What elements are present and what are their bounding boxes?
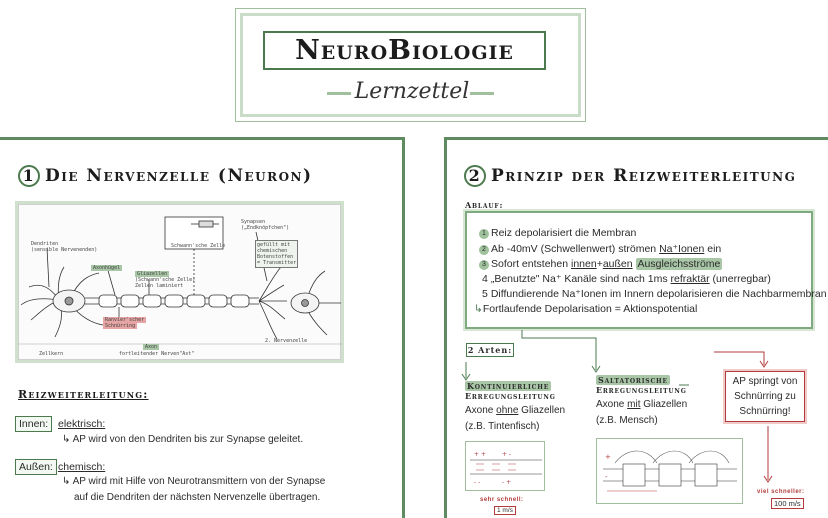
aussen-text-1: ↳ AP wird mit Hilfe von Neurotransmittern von der Synapse (62, 476, 326, 487)
section-2-title (464, 165, 796, 187)
label-schwann: Schwann'sche Zelle (171, 243, 226, 249)
label-dendriten-text: Dendriten (31, 241, 59, 247)
step-2 (479, 243, 721, 255)
label-axon-tag-text: Axon (145, 344, 158, 350)
step-3-plus: + (596, 258, 603, 270)
label-synapse-text: Synapsen (241, 219, 266, 225)
kont-text-1-post: Gliazellen (518, 405, 566, 416)
label-axonhuegel-text: Axonhügel (93, 265, 121, 271)
salt-text-1-post: Gliazellen (640, 399, 688, 410)
label-axon-tag (143, 344, 159, 350)
svg-text:- -: - - (474, 479, 481, 486)
step-4-underline: refraktär (670, 273, 710, 285)
step-5-number: 5 (482, 288, 488, 300)
label-gliazellen-text: Gliazellen (137, 271, 168, 277)
salt-title-2: Erregungsleitung (596, 385, 687, 395)
step-result-text: Fortlaufende Depolarisation = Aktionspotential (482, 303, 698, 315)
label-dendriten (31, 241, 97, 253)
sehr-schnell-label: sehr schnell: (480, 497, 524, 503)
step-result: ↳Fortlaufende Depolarisation = Aktionspotential (474, 303, 698, 315)
section-1-number: 1 (18, 165, 40, 187)
aussen-text-2: auf die Dendriten der nächsten Nervenzelle übertragen. (74, 492, 321, 503)
svg-text:- +: - + (502, 479, 512, 486)
step-4-text-end: (unerregbar) (709, 273, 771, 285)
step-2-underline: Na⁺Ionen (659, 243, 705, 255)
salt-graph (596, 438, 743, 504)
label-ranvier (103, 317, 146, 329)
label-transmitter-box (255, 240, 298, 268)
step-4-number: 4 (482, 273, 488, 285)
label-axonhuegel (91, 265, 122, 271)
viel-schneller-label: viel schneller: (757, 489, 805, 495)
salt-title (596, 375, 687, 395)
kont-text-1-u: ohne (496, 405, 519, 416)
label-gliazellen (135, 271, 195, 289)
section-2-title-text: Prinzip der Reizweiterleitung (491, 166, 797, 186)
arten-box: 2 Arten: (467, 345, 513, 355)
label-transmitter-1: gefüllt mit (257, 242, 291, 248)
label-transmitter-3: Botenstoffen (257, 254, 294, 260)
step-2-text: Ab -40mV (Schwellenwert) strömen (491, 243, 660, 255)
kont-title (465, 381, 556, 401)
kont-graph-svg (466, 442, 546, 492)
step-3-underline-2: außen (602, 258, 633, 270)
step-5 (479, 288, 827, 300)
kont-title-2: Erregungsleitung (465, 391, 556, 401)
step-4-text: „Benutzte" Na⁺ Kanäle sind nach 1ms (490, 273, 671, 285)
kont-text-2: (z.B. Tintenfisch) (465, 421, 540, 432)
salt-text-1-u: mit (627, 399, 641, 410)
svg-text:+: + (605, 453, 611, 461)
label-synapse (241, 219, 289, 231)
kont-graph (465, 441, 545, 491)
step-3-text: Sofort entstehen (491, 258, 571, 270)
step-5-text: Diffundierende Na⁺Ionen im Innern depolarisieren die Nachbarmembran (490, 288, 827, 300)
page-title: NeuroBiologie (263, 31, 546, 70)
kont-text-1 (465, 403, 565, 419)
innen-type: elektrisch: (58, 418, 106, 430)
salt-graph-svg (597, 439, 744, 505)
label-axon: fortleitender Nerven"Ast" (119, 351, 195, 357)
label-ranvier-text2: Schnürring (105, 323, 136, 329)
label-zellkern: Zellkern (39, 351, 64, 357)
step-1-text: Reiz depolarisiert die Membran (491, 227, 637, 239)
step-2-number: 2 (479, 245, 489, 255)
label-gliazellen-sub2: Zellen laminiert (135, 283, 184, 289)
reizweiterleitung-heading: Reizweiterleitung: (18, 388, 149, 401)
step-3 (479, 258, 722, 270)
salt-title-1: Saltatorische (598, 375, 668, 385)
aussen-label: Außen: (15, 459, 57, 475)
label-synapse-sub: („Endknöpfchen") (241, 225, 290, 231)
salt-text-2: (z.B. Mensch) (596, 415, 658, 426)
salt-text-1-pre: Axone (596, 399, 628, 410)
page-subtitle: Lernzettel (354, 79, 470, 104)
kont-text-1-pre: Axone (465, 405, 497, 416)
neuron-diagram (18, 204, 341, 360)
step-4 (479, 273, 771, 285)
label-nervenzelle-2: 2. Nervenzelle (265, 338, 308, 344)
section-2-number: 2 (464, 165, 486, 187)
section-1-title (18, 165, 313, 187)
svg-text:+ -: + - (502, 451, 512, 458)
step-3-underline-1: innen (570, 258, 597, 270)
ablauf-heading: Ablauf: (465, 200, 504, 210)
speed-1: 1 m/s (494, 506, 516, 515)
label-ranvier-text: Ranvier'scher (105, 317, 145, 323)
step-1 (479, 227, 636, 239)
step-3-highlight: Ausgleichsströme (637, 258, 721, 270)
step-2-text-end: ein (704, 243, 722, 255)
speed-2: 100 m/s (771, 498, 804, 509)
label-transmitter-4: = Transmitter (257, 260, 297, 266)
svg-text:-: - (605, 473, 608, 481)
innen-label: Innen: (15, 416, 52, 432)
ap-springt-box: AP springt von Schnürring zu Schnürring! (725, 371, 805, 422)
svg-text:+ +: + + (474, 451, 486, 458)
step-3-number: 3 (479, 260, 489, 270)
aussen-text-1-content: AP wird mit Hilfe von Neurotransmittern von der Synapse (72, 476, 326, 487)
step-1-number: 1 (479, 229, 489, 239)
innen-text-content: AP wird von den Dendriten bis zur Synapse geleitet. (72, 434, 304, 445)
label-dendriten-sub: (sensible Nervenenden) (31, 247, 98, 253)
section-1-title-text: Die Nervenzelle (Neuron) (45, 166, 313, 186)
innen-text: ↳ AP wird von den Dendriten bis zur Synapse geleitet. (62, 434, 304, 445)
aussen-type: chemisch: (58, 461, 106, 473)
label-gliazellen-sub: (Schwann'sche Zelle) (135, 277, 196, 283)
label-transmitter-2: chemischen (257, 248, 288, 254)
kont-title-1: Kontinuierliche (467, 381, 550, 391)
salt-text-1 (596, 397, 687, 413)
